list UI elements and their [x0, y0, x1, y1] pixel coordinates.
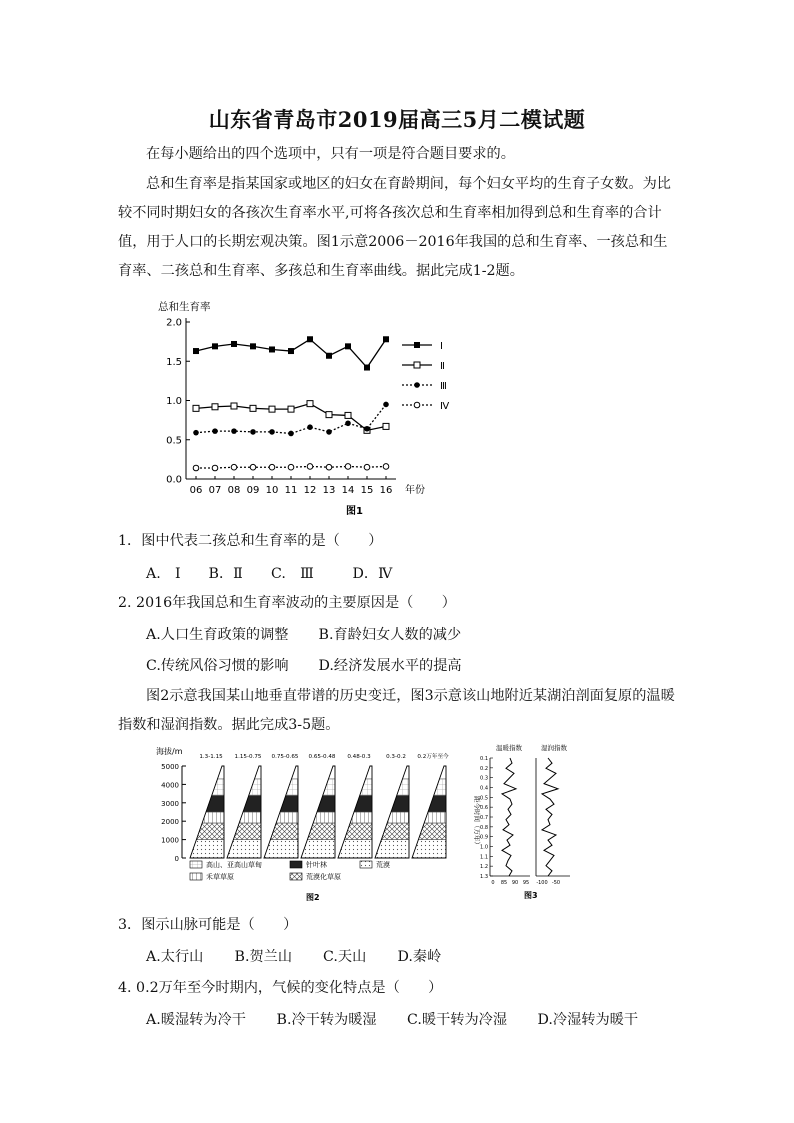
series-1-point: [326, 353, 332, 359]
fig1-xtick-label: 12: [303, 485, 317, 496]
fig2-ytick-label: 0: [174, 855, 179, 863]
mountain-2: [227, 754, 262, 858]
q1-option-a[interactable]: A. Ⅰ: [146, 566, 181, 582]
series-2-point: [231, 403, 237, 409]
period-label: 0.3-0.2: [386, 754, 406, 760]
q2-option-a[interactable]: A.人口生育政策的调整: [146, 627, 289, 643]
fig3-ytick-label: 1.3: [480, 874, 488, 880]
fig1-xtick-label: 09: [246, 485, 260, 496]
series-1-point: [345, 343, 351, 349]
fig1-caption: 图1: [346, 506, 363, 517]
series-1-point: [212, 343, 218, 349]
zone-band-5: [323, 779, 335, 796]
series-3-point: [193, 430, 199, 436]
fig3-ytick-label: 0.5: [480, 795, 488, 802]
q4-option-d[interactable]: D.冷湿转为暖干: [537, 1012, 639, 1028]
fig3-caption: 图3: [524, 891, 538, 900]
figure-1-chart: [152, 296, 532, 521]
series-4-point: [193, 465, 199, 471]
fig3-left-xtick: 0: [491, 880, 495, 886]
series-4-point: [231, 464, 237, 470]
fig1-ylabel: 总和生育率: [158, 301, 211, 313]
q1-option-b[interactable]: B．Ⅱ: [208, 566, 243, 582]
mountain-5: [338, 754, 372, 858]
series-2-point: [326, 412, 332, 418]
fig1-xtick-label: 13: [322, 485, 336, 496]
series-3-point: [212, 428, 218, 434]
fig3-ytick-label: 0.1: [480, 756, 488, 762]
q4-stem: 4. 0.2万年至今时期内，气候的变化特点是（ ）: [118, 980, 443, 996]
q1-options: [146, 563, 392, 583]
legend-label-2: 针叶林: [306, 861, 327, 869]
legend-label-4: Ⅳ: [440, 401, 450, 412]
mountain-6: [375, 754, 409, 858]
fig3-ytick-label: 0.3: [480, 775, 488, 782]
fig3-ytick-label: 1.2: [480, 864, 488, 871]
zone-band-2: [196, 823, 224, 840]
q2-option-c[interactable]: C.传统风俗习惯的影响: [146, 658, 289, 674]
series-2-point: [193, 405, 199, 411]
series-1-point: [231, 341, 237, 347]
fig3-left-xtick: 90: [511, 880, 519, 886]
q3-options: [146, 946, 441, 966]
zone-band-5: [212, 779, 224, 796]
instruction: 在每小题给出的四个选项中，只有一项是符合题目要求的。: [146, 146, 515, 162]
q2-stem: 2. 2016年我国总和生育率波动的主要原因是（ ）: [118, 595, 456, 611]
fig3-right-xtick: -100: [536, 880, 548, 886]
series-1-point: [193, 348, 199, 354]
legend-marker-3: [414, 382, 420, 388]
legend-label-3: 荒漠: [376, 861, 390, 869]
series-3-point: [364, 426, 370, 432]
series-4-point: [326, 464, 332, 470]
legend-swatch-5: [290, 873, 302, 880]
fig2-ytick-label: 3000: [161, 799, 179, 808]
fig2-ytick-label: 5000: [161, 763, 179, 771]
series-4-point: [345, 464, 351, 470]
fig3-ytick-label: 0.8: [480, 824, 488, 831]
q1-stem: 1．图中代表二孩总和生育率的是（ ）: [118, 533, 383, 549]
legend-label-3: Ⅲ: [440, 381, 447, 392]
series-3-point: [326, 429, 332, 435]
fig2-ytick-label: 4000: [161, 781, 179, 790]
legend-swatch-2: [290, 861, 302, 868]
legend-label-1: Ⅰ: [440, 341, 443, 352]
warmth-index-curve: [502, 758, 516, 876]
series-3-point: [269, 429, 275, 435]
series-4-point: [250, 464, 256, 470]
q3-stem: 3．图示山脉可能是（ ）: [118, 917, 298, 933]
series-3-point: [307, 424, 313, 430]
humidity-index-curve: [542, 758, 558, 876]
q2-options-row1: [146, 624, 461, 644]
series-2-point: [383, 423, 389, 429]
zone-band-5: [434, 779, 446, 796]
series-1-point: [364, 365, 370, 371]
series-2-point: [269, 406, 275, 412]
zone-band-2: [307, 823, 335, 840]
series-2-point: [288, 406, 294, 412]
series-3-point: [250, 429, 256, 435]
period-label: 0.75-0.65: [271, 754, 299, 760]
fig3-left-xtick: 85: [500, 880, 508, 886]
series-3-point: [383, 402, 389, 408]
fig1-xtick-label: 08: [227, 485, 241, 496]
period-label: 0.65-0.48: [308, 754, 336, 760]
q3-option-a[interactable]: A.太行山: [146, 949, 204, 965]
series-3-point: [288, 431, 294, 437]
series-4-point: [288, 464, 294, 470]
series-4-point: [364, 464, 370, 470]
legend-label-1: 高山、亚高山草甸: [206, 861, 262, 869]
fig2-ylabel: 海拔/m: [156, 747, 183, 756]
series-1-point: [269, 346, 275, 352]
zone-band-2: [418, 823, 446, 840]
q3-option-b[interactable]: B.贺兰山: [234, 949, 293, 965]
q3-option-d[interactable]: D.秦岭: [397, 949, 442, 965]
legend-swatch-1: [190, 861, 202, 868]
fig1-ytick-label: 1.5: [166, 356, 182, 368]
fig1-ytick-label: 2.0: [166, 317, 182, 329]
page-title: 山东省青岛市2019届高三5月二模试题: [208, 107, 586, 132]
series-2-point: [307, 401, 313, 407]
legend-label-2: Ⅱ: [440, 361, 445, 372]
fig3-ytick-label: 1.1: [480, 854, 488, 861]
legend-marker-4: [414, 402, 420, 408]
zone-band-5: [397, 779, 409, 796]
period-label: 0.48-0.3: [347, 754, 371, 760]
fig1-xtick-label: 11: [284, 485, 298, 496]
series-4-point: [307, 464, 313, 470]
legend-label-4: 禾草草原: [206, 873, 234, 881]
fig2-caption: 图2: [306, 893, 320, 902]
fig3-ytick-label: 0.2: [480, 765, 488, 772]
q4-options: [146, 1009, 638, 1029]
fig1-xtick-label: 16: [379, 485, 393, 496]
series-4-point: [383, 464, 389, 470]
fig2-ytick-label: 2000: [161, 818, 179, 827]
period-label: 0.2万年至今: [417, 754, 449, 760]
period-label: 1.3-1.15: [199, 754, 223, 760]
fig2-ytick-label: 1000: [161, 836, 179, 845]
fig1-ytick-label: 1.0: [166, 396, 182, 407]
series-1-point: [307, 336, 313, 342]
fig3-ytick-label: 0.7: [480, 815, 488, 821]
fig3-ytick-label: 0.9: [480, 834, 488, 841]
fig3-ylabel: 距今时间（万年）: [473, 796, 481, 848]
mountain-4: [301, 754, 336, 858]
fig1-xtick-label: 06: [189, 485, 203, 496]
legend-marker-2: [414, 362, 420, 368]
series-2-point: [345, 412, 351, 418]
series-1-point: [288, 348, 294, 354]
mountain-1: [190, 754, 224, 858]
fig3-right-title: 湿润指数: [541, 744, 567, 752]
q4-option-b[interactable]: B.冷干转为暖湿: [276, 1012, 377, 1028]
period-label: 1.15-0.75: [234, 754, 262, 760]
zone-band-2: [233, 823, 261, 840]
q2-options-row2: [146, 655, 462, 675]
fig3-ytick-label: 0.4: [480, 785, 488, 792]
q2-option-d[interactable]: D.经济发展水平的提高: [318, 658, 462, 674]
zone-band-2: [270, 823, 298, 840]
series-1-point: [383, 336, 389, 342]
q1-option-c[interactable]: C. Ⅲ: [271, 566, 314, 582]
fig1-xtick-label: 15: [360, 485, 374, 496]
legend-label-5: 荒漠化草原: [306, 873, 341, 881]
series-1-point: [250, 343, 256, 349]
series-2-point: [250, 405, 256, 411]
zone-band-5: [360, 779, 372, 796]
legend-marker-1: [414, 342, 420, 348]
intro-paragraph: 总和生育率是指某国家或地区的妇女在育龄期间，每个妇女平均的生育子女数。为比较不同时期妇女的各孩次生育率水平,可将各孩次总和生育率相加得到总和生育率的合计值，用于人口的长期宏观决策。图1示意2006－2016年我国的总和生育率、一孩总和生育率、二孩总和生育率、多孩总和生育率曲线。据此完成1-2题。: [118, 176, 671, 279]
fig1-xtick-label: 07: [208, 485, 222, 496]
q3-option-c[interactable]: C.天山: [323, 949, 367, 965]
zone-band-5: [286, 779, 298, 796]
mountain-7: [412, 752, 449, 858]
fig2-paragraph: 图2示意我国某山地垂直带谱的历史变迁，图3示意该山地附近某湖泊剖面复原的温暖指数和湿润指数。据此完成3-5题。: [118, 688, 675, 733]
fig1-ytick-label: 0.5: [166, 435, 182, 447]
fig1-xtick-label: 14: [341, 485, 355, 496]
legend-swatch-4: [190, 873, 202, 880]
fig1-xlabel: 年份: [405, 485, 425, 496]
series-4-point: [269, 464, 275, 470]
q4-option-c[interactable]: C.暖干转为冷湿: [407, 1012, 508, 1028]
fig3-left-xtick: 95: [522, 880, 530, 886]
zone-band-2: [344, 823, 372, 840]
fig1-xtick-label: 10: [265, 485, 279, 496]
figure-3-indices: [466, 742, 576, 902]
q4-option-a[interactable]: A.暖湿转为冷干: [146, 1012, 246, 1028]
series-3-point: [231, 428, 237, 434]
figure-2-vertical-zones: [152, 744, 452, 904]
fig3-left-title: 温暖指数: [496, 744, 522, 752]
zone-band-5: [249, 779, 261, 796]
q1-option-d[interactable]: D．Ⅳ: [352, 566, 393, 582]
series-3-point: [345, 420, 351, 426]
series-4-point: [212, 465, 218, 471]
mountain-3: [264, 754, 299, 858]
series-2-point: [212, 404, 218, 410]
zone-band-2: [381, 823, 409, 840]
fig3-right-xtick: -50: [551, 880, 561, 886]
legend-swatch-3: [360, 861, 372, 868]
q2-option-b[interactable]: B.育龄妇女人数的减少: [318, 627, 462, 643]
fig3-ytick-label: 1.0: [480, 844, 488, 851]
fig3-ytick-label: 0.6: [480, 805, 488, 812]
fig1-ytick-label: 0.0: [166, 474, 182, 486]
